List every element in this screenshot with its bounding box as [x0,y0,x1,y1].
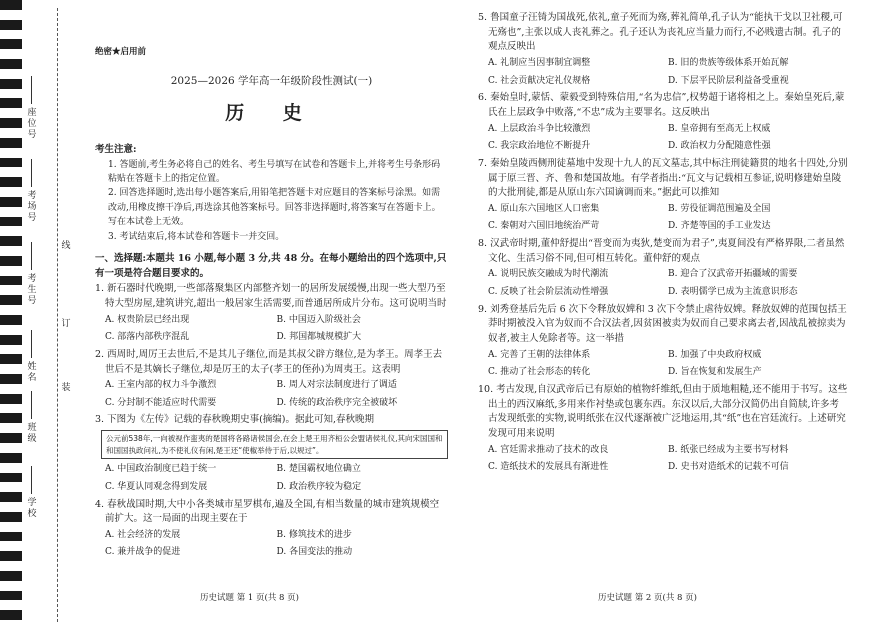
source-box: 公元前538年,一向被视作蛮夷的楚国将各路诸侯国会,在会上楚王用齐桓公会盟诸侯礼仪,其向宋国国和和国国执政问礼,为不使礼仪有闲,楚王还“使椒举侍于后,以规过”。 [101,430,448,459]
binding-strip [0,0,80,630]
answer-option: B. 修筑技术的进步 [276,529,352,540]
option-grid [95,377,448,412]
answer-option: D. 下层平民阶层利益备受重视 [668,75,789,86]
binding-mark: 线 [61,241,71,251]
answer-option: B. 中国迈入阶级社会 [276,314,361,325]
notice-item: 1. 答题前,考生务必将自己的姓名、考生号填写在试卷和答题卡上,并将考生号条形码粘贴在答题卡上的指定位置。 [108,159,441,184]
answer-option: C. 分封制不能适应时代需要 [105,397,217,408]
option-grid [95,312,448,347]
question-stem: 8. 汉武帝时期,董仲舒提出“晋变而为夷狄,楚变而为君子”,夷夏间没有严格界限,二者虽然文化、生活习俗不同,但可相互转化。董仲舒的观点 [478,238,845,264]
question-stem: 2. 西周时,周厉王去世后,不是其儿子继位,而是其叔父辟方继位,是为孝王。周孝王去世后不是其嫡长子继位,却是厉王的太子(孝王的侄孙)为周夷王。这表明 [95,348,443,375]
notice-title: 考生注意: [95,143,137,155]
question [478,157,848,236]
answer-option: C. 部落内部秩序混乱 [105,332,190,343]
answer-option: C. 造纸技术的发展具有渐进性 [488,462,609,473]
question [95,498,448,563]
subject-title: 历 史 [225,102,318,125]
answer-option: A. 说明民族交融成为时代潮流 [488,269,609,280]
option-grid [478,442,848,477]
side-label: 学 校 [27,498,37,519]
question-stem: 10. 考古发现,自汉武帝后已有原始的植物纤维纸,但由于质地粗糙,还不能用于书写。这些出土的西汉麻纸,多用来作衬垫或包裹东西。东汉以后,大部分汉简仍出自简牍,许多考古发现纸张的实物,说明纸张在汉代逐渐被广泛地运用,其“纸”也在宫廷流行。上述研究发现可用来说明 [478,383,848,439]
stripe-bar [0,0,22,630]
answer-option: C. 推动了社会形态的转化 [488,367,591,378]
page-2 [478,10,848,477]
answer-option: B. 劳役征调范围遍及全国 [668,203,771,214]
notice-item: 2. 回答选择题时,选出每小题答案后,用铅笔把答题卡对应题目的答案标号涂黑。如需改动,用橡皮擦干净后,再选涂其他答案标号。回答非选择题时,将答案写在答题卡上。写在本试卷上无效。 [108,188,441,228]
answer-option: D. 邦国都城规模扩大 [276,332,362,343]
answer-option: B. 楚国霸权地位确立 [276,464,361,475]
page-footer: 历史试题 第 1 页(共 8 页) [200,593,299,603]
fill-line [31,242,32,270]
section-heading: 一、选择题:本题共 16 小题,每小题 3 分,共 48 分。在每小题给出的四个选项中,只有一项是符合题目要求的。 [95,252,447,279]
option-grid [95,461,448,496]
answer-option: A. 中国政治制度已趋于统一 [105,464,217,475]
question-stem: 1. 新石器时代晚期,一些部落聚集区内部整齐划一的居所发展缓慢,出现一些大型乃至特大型房屋,建筑讲究,超出一般居家生活需要,而普通居所成片分布。这可说明当时 [95,283,447,310]
answer-option: A. 社会经济的发展 [105,529,181,540]
answer-option: D. 政治权力分配随意性强 [668,141,771,152]
fill-line [31,466,32,494]
answer-option: A. 上层政治斗争比较激烈 [488,123,591,134]
answer-option: B. 旧的贵族等级体系开始瓦解 [668,58,789,69]
answer-option: A. 完善了王朝的法律体系 [488,349,591,360]
answer-option: C. 社会贡献决定礼仪规格 [488,75,591,86]
fill-line [31,76,32,104]
answer-option: A. 王室内部的权力斗争激烈 [105,380,217,391]
option-grid [478,266,848,301]
fill-line [31,159,32,187]
question [478,383,848,477]
question [95,282,448,347]
answer-option: D. 政治秩序较为稳定 [276,481,362,492]
question-stem: 7. 秦始皇陵西侧刑徒墓地中发现十九人的瓦文墓志,其中标注刑徒籍贯的地名十四处,分别属于原三晋、齐、鲁和楚国故地。有学者指出:“瓦文与记载相互参证,说明修建始皇陵的大批刑徒,都是从原山东六国谪调而来。”据此可以推知 [478,157,848,199]
answer-option: B. 迎合了汉武帝开拓疆域的需要 [668,269,798,280]
answer-option: C. 秦朝对六国旧地统治严苛 [488,221,600,232]
side-label: 班 级 [27,423,37,444]
fill-line [31,391,32,419]
answer-option: B. 周人对宗法制度进行了调适 [276,380,397,391]
question [95,413,448,496]
question-stem: 3. 下图为《左传》记载的春秋晚期史事(摘编)。据此可知,春秋晚期 [95,414,375,426]
option-grid [95,527,448,562]
question-list [95,282,448,562]
answer-option: B. 加强了中央政府权威 [668,349,762,360]
option-grid [478,347,848,382]
notice-list [95,158,448,244]
question-stem: 6. 秦始皇时,蒙恬、蒙毅受到特殊信用,“名为忠信”,权势超于诸将相之上。秦始皇死后,蒙氏在上层政争中败落,“不忠”成为主要罪名。这反映出 [478,92,845,118]
binding-mark: 订 [61,319,71,329]
answer-option: C. 反映了社会阶层流动性增强 [488,287,609,298]
question-stem: 5. 鲁国童子汪锜为国战死,依礼,童子死而为殇,葬礼简单,孔子认为“能执干戈以卫社稷,可无殇也”,主张以成人丧礼葬之。孔子还认为丧礼应当量力而行,不必贱遗古制。孔子的观点反映出 [478,12,843,53]
answer-option: C. 我宗政治地位不断提升 [488,141,591,152]
page-1 [95,10,448,562]
option-grid [478,55,848,90]
question-list [478,11,848,477]
side-label: 考 生 号 [27,274,37,306]
question [478,237,848,302]
secret-mark: 绝密★启用前 [95,47,147,57]
binding-mark: 装 [61,383,71,393]
answer-option: B. 皇帝拥有至高无上权威 [668,123,771,134]
page-footer: 历史试题 第 2 页(共 8 页) [598,593,697,603]
option-grid [478,121,848,156]
exam-title: 2025—2026 学年高一年级阶段性测试(一) [170,75,373,88]
cut-line [57,8,58,622]
option-grid [478,201,848,236]
answer-option: D. 传统的政治秩序完全被破坏 [276,397,398,408]
answer-option: D. 史书对造纸术的记载不可信 [668,462,789,473]
answer-option: A. 礼制应当因事制宜调整 [488,58,591,69]
answer-option: D. 表明儒学已成为主流意识形态 [668,287,798,298]
question [478,303,848,382]
side-label: 考 场 号 [27,191,37,223]
question-stem: 4. 春秋战国时期,大中小各类城市星罗棋布,遍及全国,有相当数量的城市建筑规模空前扩大。这一局面的出现主要在于 [95,498,440,525]
answer-option: B. 纸张已经成为主要书写材料 [668,444,789,455]
question [478,91,848,156]
side-label: 座 位 号 [27,108,37,140]
answer-option: D. 旨在恢复和发展生产 [668,367,762,378]
question [478,11,848,90]
answer-option: C. 华夏认同观念得到发展 [105,481,208,492]
question-stem: 9. 刘秀登基后先后 6 次下令释放奴婢和 3 次下令禁止虐待奴婢。释放奴婢的范围包括王莽时期被没入官为奴而不合汉法者,因贫困被卖为奴而自己要求离去者,因战乱被掠卖为奴者,被主人免除者等。这一举措 [478,303,847,344]
fill-line [31,330,32,358]
side-label: 姓 名 [27,362,37,383]
answer-option: A. 宫廷需求推动了技术的改良 [488,444,609,455]
answer-option: A. 原山东六国地区人口密集 [488,203,600,214]
notice-item: 3. 考试结束后,将本试卷和答题卡一并交回。 [108,231,285,242]
answer-option: D. 齐楚等国的手工业发达 [668,221,771,232]
answer-option: C. 兼并战争的促进 [105,547,181,558]
question [95,348,448,413]
answer-option: A. 权贵阶层已经出现 [105,314,190,325]
answer-option: D. 各国变法的推动 [276,547,353,558]
